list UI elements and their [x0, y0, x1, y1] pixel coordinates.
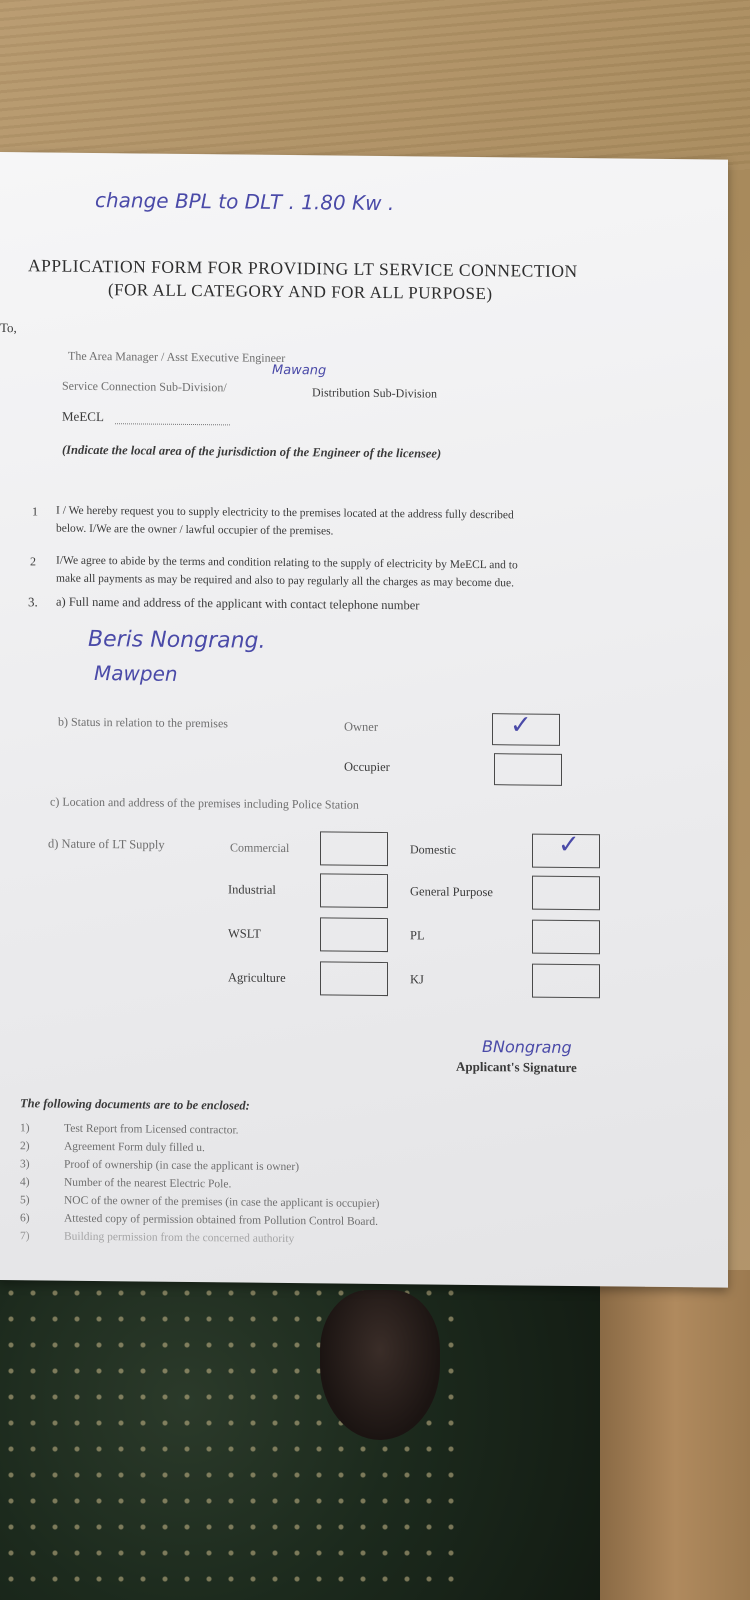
handwritten-note: change BPL to DLT . 1.80 Kw .: [95, 187, 395, 216]
supply-wslt-label: WSLT: [228, 926, 261, 941]
supply-commercial-label: Commercial: [230, 840, 290, 856]
occupier-checkbox[interactable]: [494, 753, 562, 786]
sub-division-label: Service Connection Sub-Division/: [62, 378, 227, 395]
meecl-blank: [115, 423, 230, 425]
status-occupier-label: Occupier: [344, 759, 390, 775]
document-number: 4): [20, 1176, 30, 1189]
supply-kj-label: KJ: [410, 972, 424, 987]
supply-domestic-label: Domestic: [410, 842, 456, 857]
clause-2-line1: I/We agree to abide by the terms and condition relating to the supply of electricity by MeECL and to: [56, 554, 518, 572]
status-label: b) Status in relation to the premises: [58, 714, 228, 731]
document-number: 2): [20, 1140, 30, 1153]
document-number: 7): [20, 1230, 30, 1243]
documents-heading: The following documents are to be enclosed:: [20, 1096, 250, 1113]
table-edge: [600, 1270, 750, 1600]
applicant-name: Beris Nongrang.: [88, 626, 266, 654]
general-purpose-checkbox[interactable]: [532, 876, 600, 911]
applicant-address: Mawpen: [94, 660, 178, 686]
document-number: 5): [20, 1194, 30, 1207]
clause-1-number: 1: [32, 504, 38, 519]
document-item: Test Report from Licensed contractor.: [64, 1122, 239, 1137]
jurisdiction-note: (Indicate the local area of the jurisdiction of the Engineer of the licensee): [62, 442, 442, 461]
status-owner-label: Owner: [344, 719, 379, 734]
addressee-line: The Area Manager / Asst Executive Engineer: [68, 348, 286, 365]
clause-1-line1: I / We hereby request you to supply electricity to the premises located at the address fully described: [56, 504, 514, 522]
domestic-checkmark: ✓: [558, 829, 580, 861]
clause-2-number: 2: [30, 554, 36, 569]
commercial-checkbox[interactable]: [320, 831, 388, 866]
wslt-checkbox[interactable]: [320, 917, 388, 952]
form-title: APPLICATION FORM FOR PROVIDING LT SERVICE CONNECTION: [28, 255, 578, 282]
clause-3-line1: a) Full name and address of the applicant with contact telephone number: [56, 594, 420, 613]
owner-checkmark: ✓: [510, 710, 532, 741]
supply-pl-label: PL: [410, 928, 425, 943]
document-item: Building permission from the concerned authority: [64, 1230, 295, 1246]
meecl-label: MeECL: [62, 408, 104, 425]
document-item: NOC of the owner of the premises (in case the applicant is occupier): [64, 1194, 380, 1210]
to-label: To,: [0, 320, 17, 336]
document-item: Agreement Form duly filled u.: [64, 1140, 205, 1155]
agriculture-checkbox[interactable]: [320, 961, 388, 996]
signature-label: Applicant's Signature: [456, 1058, 577, 1076]
clause-3-number: 3.: [28, 594, 38, 610]
kj-checkbox[interactable]: [532, 964, 600, 999]
document-item: Number of the nearest Electric Pole.: [64, 1176, 232, 1191]
pl-checkbox[interactable]: [532, 920, 600, 955]
sandal: [320, 1290, 440, 1440]
supply-label: d) Nature of LT Supply: [48, 836, 165, 852]
document-number: 3): [20, 1158, 30, 1171]
document-item: Proof of ownership (in case the applicant is owner): [64, 1158, 300, 1174]
clause-2-line2: make all payments as may be required and also to pay regularly all the charges as may become due.: [56, 572, 515, 590]
document-item: Attested copy of permission obtained from Pollution Control Board.: [64, 1212, 378, 1228]
form-subtitle: (FOR ALL CATEGORY AND FOR ALL PURPOSE): [108, 280, 493, 304]
supply-general-purpose-label: General Purpose: [410, 884, 493, 900]
industrial-checkbox[interactable]: [320, 873, 388, 908]
distribution-label: Distribution Sub-Division: [312, 385, 438, 401]
clause-1-line2: below. I/We are the owner / lawful occupier of the premises.: [56, 522, 334, 538]
application-form-paper: [0, 152, 728, 1288]
table-surface: [0, 0, 750, 170]
document-number: 1): [20, 1122, 30, 1135]
supply-industrial-label: Industrial: [228, 882, 276, 897]
handwritten-signature: BNongrang: [482, 1037, 572, 1057]
supply-agriculture-label: Agriculture: [228, 970, 286, 985]
document-number: 6): [20, 1212, 30, 1225]
location-label: c) Location and address of the premises including Police Station: [50, 794, 359, 812]
handwritten-place: Mawang: [272, 362, 327, 379]
